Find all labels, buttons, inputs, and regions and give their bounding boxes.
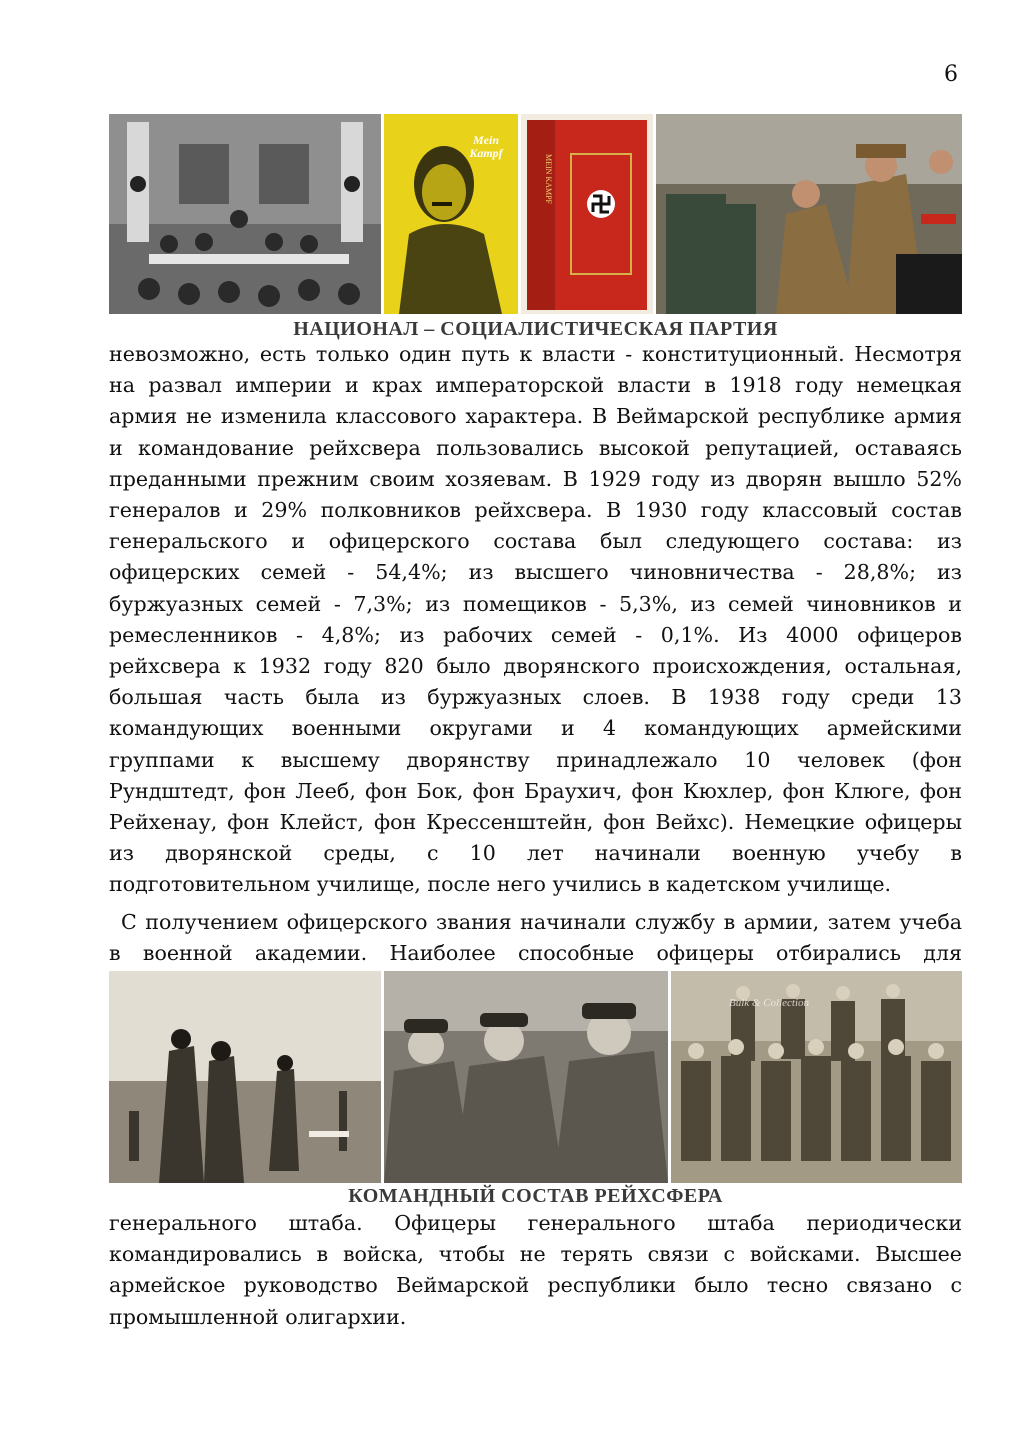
text-line: С получением офицерского звания начинали службу в армии, затем учеба [121,910,962,934]
text-line: буржуазных семей - 7,3%; из помещиков - 5,3%, из семей чиновников и [109,591,962,616]
text-line: невозможно, есть только один путь к власти - конституционный. Несмотря [109,342,962,366]
text-line: ремесленников - 4,8%; из рабочих семей - 0,1%. Из 4000 офицеров [109,622,962,647]
text-line: подготовительном училище, после него учились в кадетском училище. [109,872,892,897]
officers-group-photo [671,971,962,1183]
text-line: армейское руководство Веймарской республики было тесно связано с [109,1273,962,1298]
figure-caption-command: КОМАНДНЫЙ СОСТАВ РЕЙХСФЕРА [348,1185,723,1207]
figure-caption-party: НАЦИОНАЛ – СОЦИАЛИСТИЧЕСКАЯ ПАРТИЯ [293,318,778,340]
red-book-photo [521,114,653,314]
text-line: Рейхенау, фон Клейст, фон Крессенштейн, фон Вейхс). Немецкие офицеры [109,810,962,835]
text-line: командующих военными округами и 4 командующих армейскими [109,716,962,741]
mein-kampf-overlay-text: Mein Kampf [469,133,503,160]
photo-strip-party [109,114,962,314]
text-line: большая часть была из буржуазных слоев. В 1938 году среди 13 [109,685,962,710]
text-line: генералов и 29% полковников рейхсвера. В 1930 году классовый состав [109,498,962,523]
paragraph-1 [109,339,962,901]
text-line: преданными прежним своим хозяевам. В 1929 году из дворян вышло 52% [109,466,962,491]
text-line: командировались в войска, чтобы не терять связи с войсками. Высшее [109,1242,962,1267]
photo-strip-command [109,971,962,1183]
text-line: рейхсвера к 1932 году 820 было дворянского происхождения, остальная, [109,654,962,679]
book-spine-text: MEIN KAMPF [544,154,553,205]
portrait-yellow-photo [384,114,518,314]
paragraph-2 [109,907,962,969]
text-line: в военной академии. Наиболее способные офицеры отбирались для [109,941,962,966]
text-line: из дворянской среды, с 10 лет начинали военную учебу в [109,841,962,866]
text-line: группами к высшему дворянству принадлежало 10 человек (фон [109,747,962,772]
field-officers-photo [109,971,381,1183]
text-line: промышленной олигархии. [109,1304,407,1329]
page-number: 6 [944,62,958,87]
text-line: на развал империи и крах императорской власти в 1918 году немецкая [109,373,962,398]
text-line: и командование рейхсвера пользовались высокой репутацией, оставаясь [109,435,962,460]
text-line: генерального штаба. Офицеры генерального штаба периодически [109,1211,962,1235]
parade-photo [656,114,962,314]
paragraph-3 [109,1208,962,1333]
text-line: генеральского и офицерского состава был следующего состава: из [109,529,962,554]
generals-group-photo [384,971,668,1183]
text-line: армия не изменила классового характера. В Веймарской республике армия [109,404,962,429]
collection-watermark: Bulk & Collection [729,997,810,1009]
party-meeting-photo [109,114,381,314]
text-line: Рундштедт, фон Лееб, фон Бок, фон Браухич, фон Кюхлер, фон Клюге, фон [109,778,962,803]
text-line: офицерских семей - 54,4%; из высшего чиновничества - 28,8%; из [109,560,962,585]
